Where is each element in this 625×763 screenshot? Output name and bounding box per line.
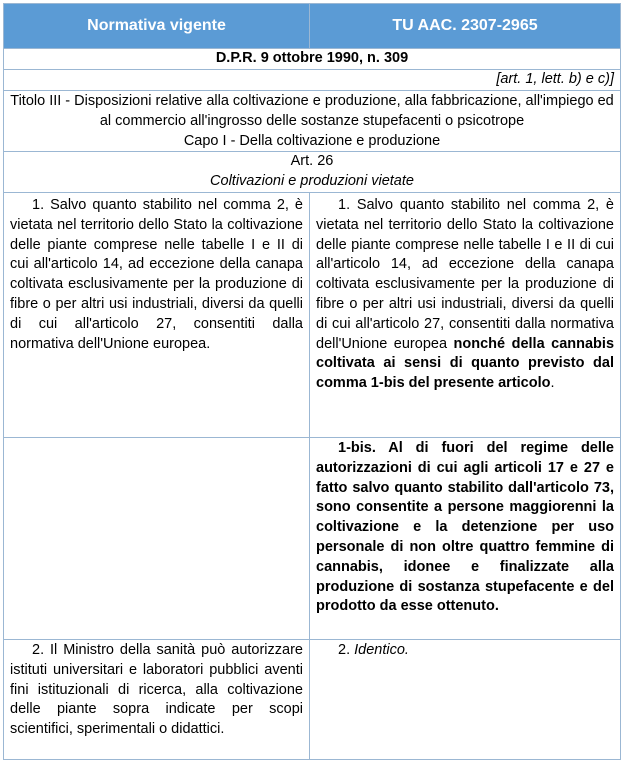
header-right: TU AAC. 2307-2965	[310, 4, 621, 49]
article-reference: [art. 1, lett. b) e c)]	[4, 70, 621, 91]
comma2-current: 2. Il Ministro della sanità può autorizzare istituti universitari e laboratori pubblici aventi fini istituzionali di ricerca, alla coltivazione delle piante sopra indicate per scopi scientifici, sperimentali o didattici.	[4, 639, 310, 759]
comma1-row	[4, 192, 621, 437]
comma1bis-row	[4, 437, 621, 639]
comparison-table	[3, 3, 621, 760]
article-row	[4, 152, 621, 193]
titolo-row	[4, 91, 621, 152]
titolo-cell	[4, 91, 621, 152]
header-row	[4, 4, 621, 49]
titolo-heading: Titolo III - Disposizioni relative alla coltivazione e produzione, alla fabbricazione, all'impiego ed al commercio all'ingrosso delle sostanze stupefacenti o psicotrope	[10, 93, 614, 129]
capo-heading: Capo I - Della coltivazione e produzione	[183, 132, 441, 149]
comma2-row	[4, 639, 621, 759]
comma1-current: 1. Salvo quanto stabilito nel comma 2, è vietata nel territorio dello Stato la coltivazione delle piante comprese nelle tabelle I e II di cui all'articolo 14, ad eccezione della canapa coltivata esclusivamente per la produzione di fibre o per altri usi industriali, diversi da quelli di cui all'articolo 27, consentiti dalla normativa dell'Unione europea.	[4, 192, 310, 437]
comma1bis-proposed-text: 1-bis. Al di fuori del regime delle autorizzazioni di cui agli articoli 17 e 27 e fatto salvo quanto stabilito dall'articolo 73, sono consentite a persone maggiorenni la coltivazione e la detenzione per uso personale di non oltre quattro femmine di cannabis, idonee e finalizzate alla produzione di sostanza stupefacente e del prodotto da esse ottenuto.	[316, 439, 614, 615]
article-number: Art. 26	[290, 153, 334, 170]
comparison-table-container	[3, 3, 620, 760]
header-left: Normativa vigente	[4, 4, 310, 49]
article-title: Coltivazioni e produzioni vietate	[210, 173, 414, 190]
comma1-proposed-text: 1. Salvo quanto stabilito nel comma 2, è vietata nel territorio dello Stato la coltivazione delle piante comprese nelle tabelle I e II di cui all'articolo 14, ad eccezione della canapa coltivata esclusivamente per la produzione di fibre o per altri usi industriali, diversi da quelli di cui all'articolo 27, consentiti dalla normativa dell'Unione europea	[316, 196, 614, 352]
comma1-proposed-end: .	[550, 375, 555, 392]
reference-row	[4, 70, 621, 91]
dpr-row	[4, 49, 621, 70]
dpr-title: D.P.R. 9 ottobre 1990, n. 309	[4, 49, 621, 70]
comma1-proposed	[310, 192, 621, 437]
article-cell	[4, 152, 621, 193]
comma1-proposed-addition: nonché della cannabis coltivata ai sensi di quanto previsto dal comma 1-bis del presente articolo	[316, 335, 615, 392]
comma2-proposed-number: 2.	[338, 641, 355, 658]
comma2-proposed	[310, 639, 621, 759]
comma2-proposed-text: Identico.	[354, 641, 409, 658]
comma1bis-current-empty	[4, 437, 310, 639]
comma1bis-proposed	[310, 437, 621, 639]
